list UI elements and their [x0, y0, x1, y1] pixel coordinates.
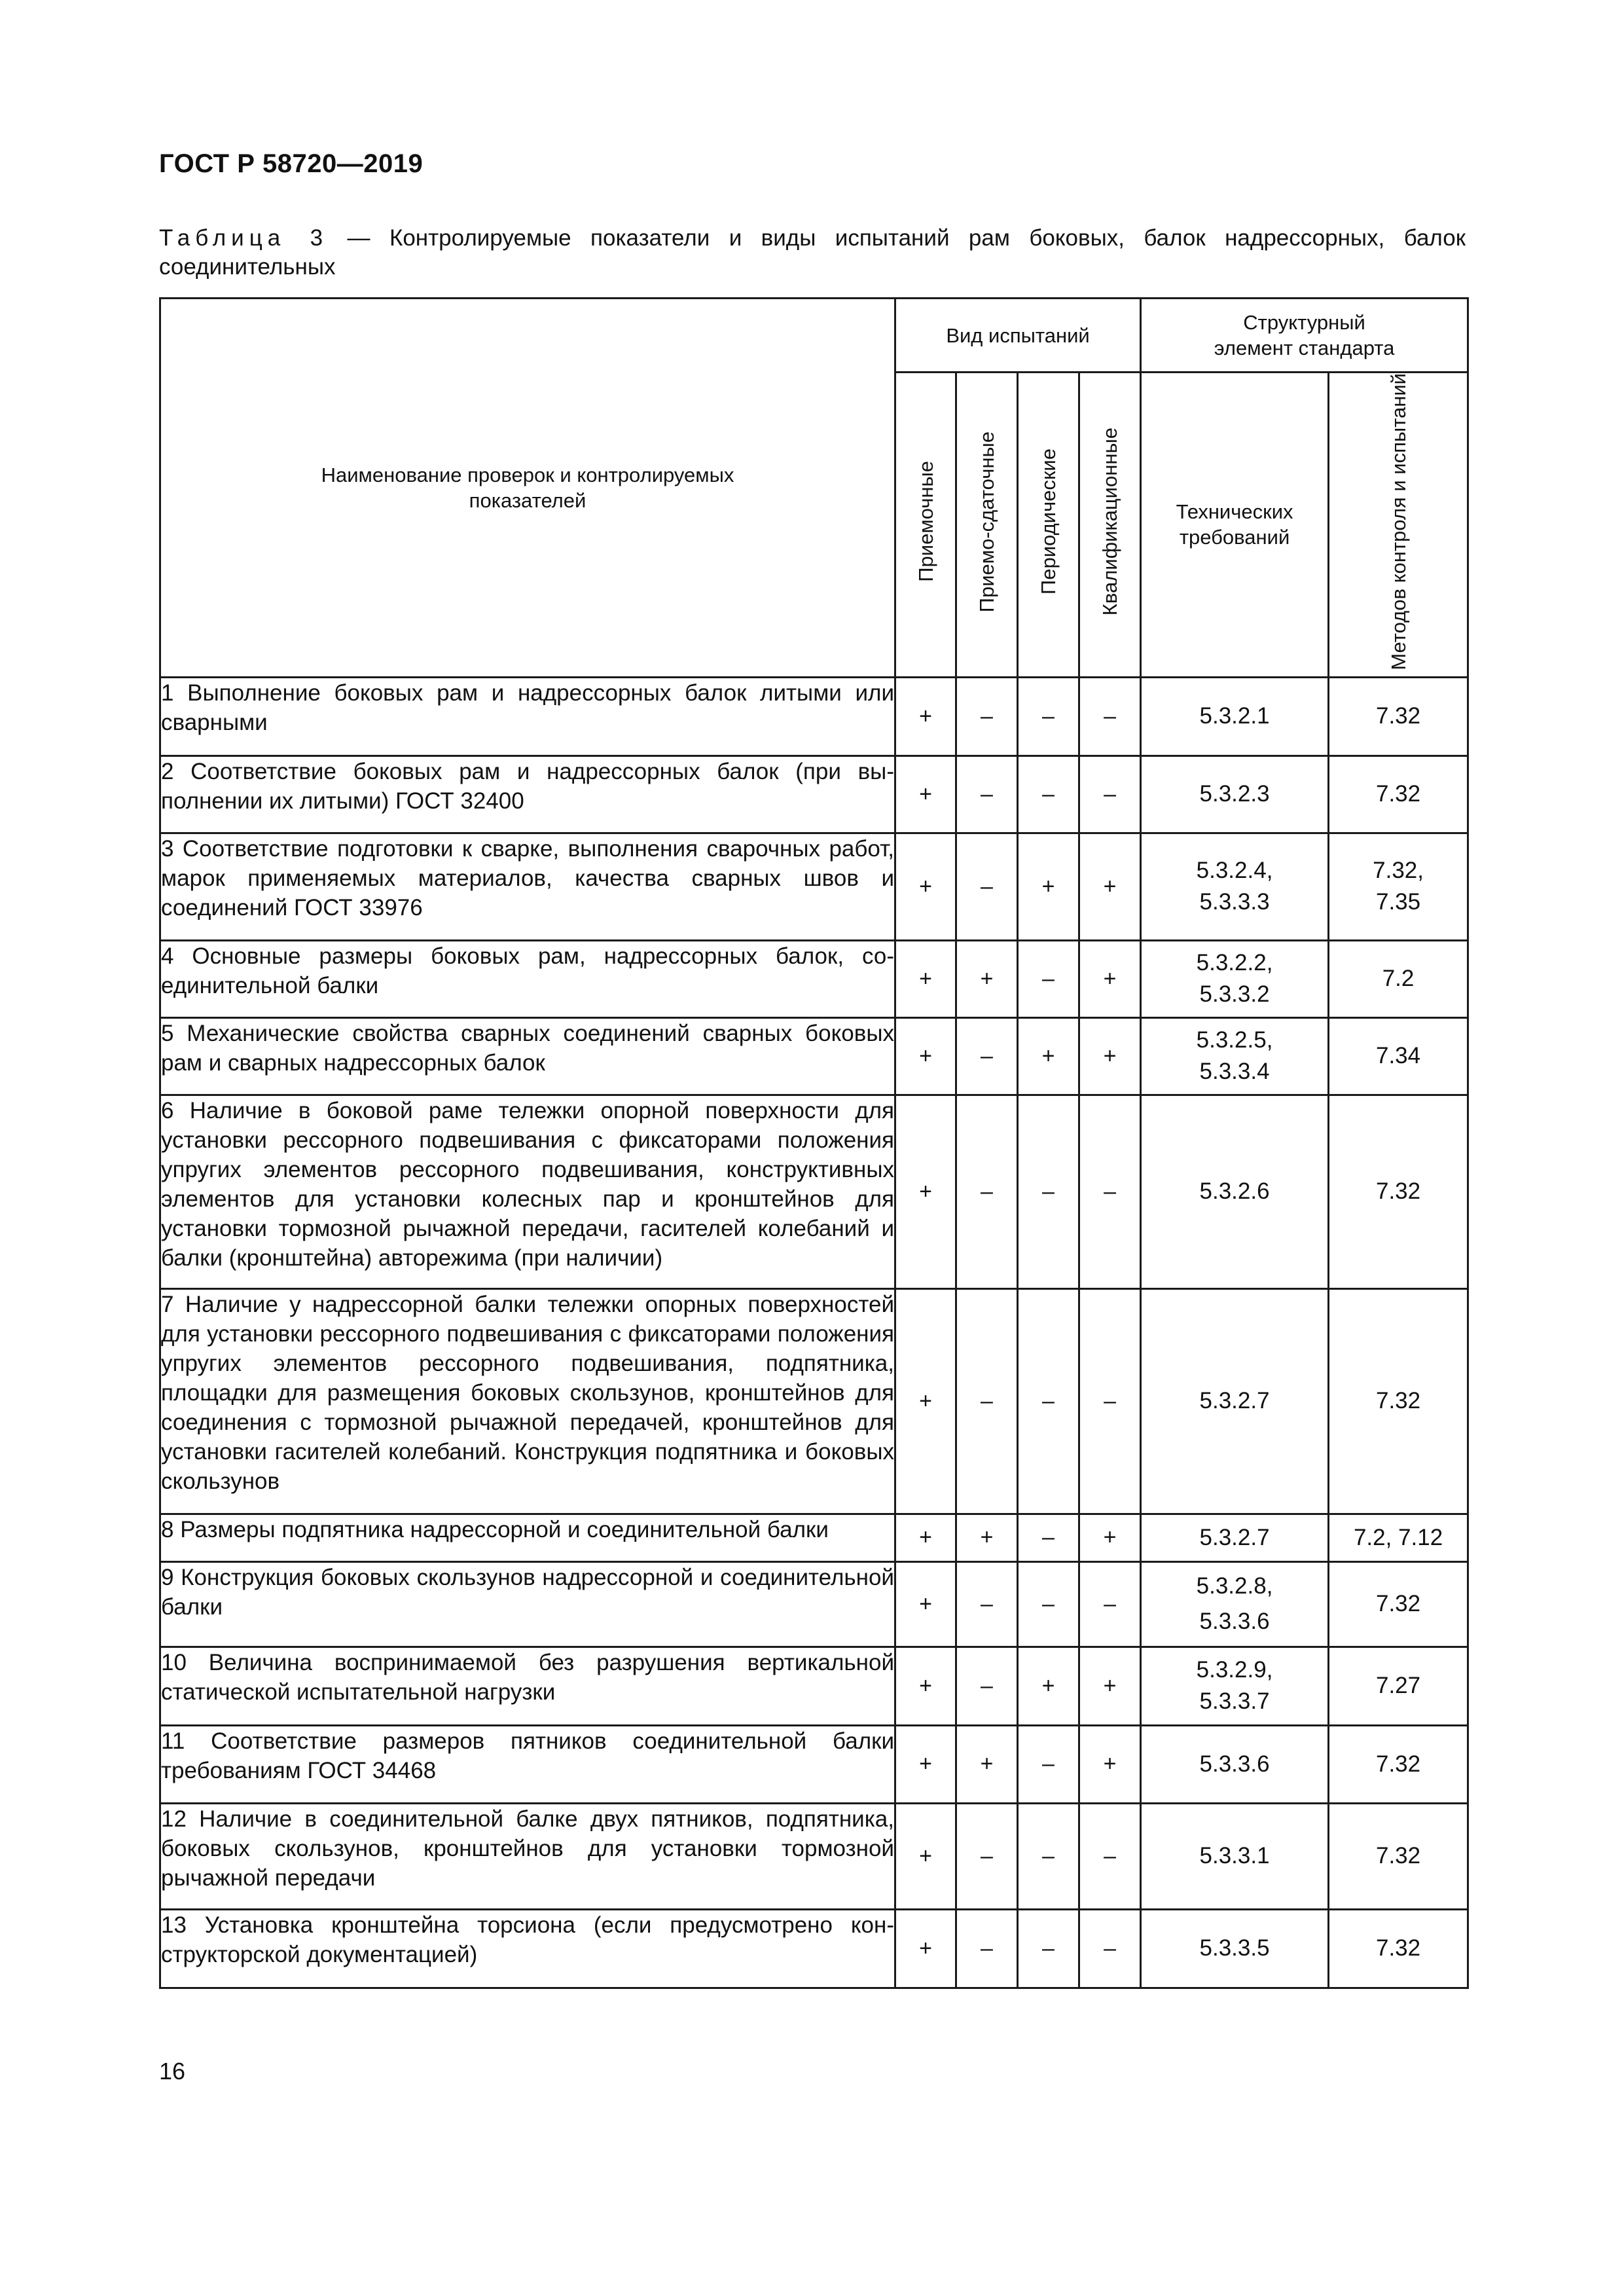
- mark-periodic: –: [1018, 940, 1079, 1017]
- mark-periodic: +: [1018, 1017, 1079, 1095]
- mark-acceptance: +: [895, 1514, 956, 1561]
- mark-qualification: +: [1079, 1725, 1141, 1803]
- mark-acceptance-delivery: –: [956, 1561, 1018, 1647]
- mark-acceptance-delivery: +: [956, 1725, 1018, 1803]
- mark-acceptance: +: [895, 1288, 956, 1514]
- table-row: [160, 1288, 1468, 1514]
- tech-req-ref: 5.3.2.9, 5.3.3.7: [1141, 1647, 1329, 1725]
- mark-acceptance: +: [895, 677, 956, 756]
- table-row: [160, 1803, 1468, 1909]
- tech-req-ref: 5.3.2.1: [1141, 677, 1329, 756]
- method-ref: 7.32: [1329, 1803, 1468, 1909]
- tech-req-ref: 5.3.2.5, 5.3.3.4: [1141, 1017, 1329, 1095]
- mark-qualification: +: [1079, 940, 1141, 1017]
- mark-periodic: –: [1018, 756, 1079, 833]
- row-name: 1 Выполнение боковых рам и надрессорных балок литыми или сварными: [160, 677, 895, 756]
- mark-acceptance: +: [895, 1095, 956, 1288]
- mark-periodic: –: [1018, 1725, 1079, 1803]
- mark-qualification: +: [1079, 1647, 1141, 1725]
- table-caption-text: — Контролируемые показатели и виды испытаний рам боковых, балок надрессорных, балок: [328, 225, 1466, 251]
- mark-acceptance: +: [895, 940, 956, 1017]
- method-ref: 7.32: [1329, 756, 1468, 833]
- tech-req-ref: 5.3.2.6: [1141, 1095, 1329, 1288]
- mark-qualification: –: [1079, 1288, 1141, 1514]
- tech-req-ref: 5.3.2.8, 5.3.3.6: [1141, 1561, 1329, 1647]
- tech-req-ref: 5.3.2.3: [1141, 756, 1329, 833]
- mark-acceptance-delivery: –: [956, 1803, 1018, 1909]
- tech-req-ref: 5.3.3.1: [1141, 1803, 1329, 1909]
- table-row: [160, 1725, 1468, 1803]
- mark-periodic: –: [1018, 1803, 1079, 1909]
- tech-req-ref: 5.3.2.7: [1141, 1288, 1329, 1514]
- mark-acceptance: +: [895, 833, 956, 940]
- table-row: [160, 833, 1468, 940]
- mark-acceptance: +: [895, 1017, 956, 1095]
- mark-qualification: –: [1079, 1909, 1141, 1988]
- method-ref: 7.32: [1329, 1288, 1468, 1514]
- tech-req-ref: 5.3.2.2, 5.3.3.2: [1141, 940, 1329, 1017]
- method-ref: 7.32: [1329, 1909, 1468, 1988]
- mark-acceptance-delivery: –: [956, 1095, 1018, 1288]
- row-name: 5 Механические свойства сварных соединений сварных боковых рам и сварных надрессорных балок: [160, 1017, 895, 1095]
- mark-qualification: –: [1079, 1095, 1141, 1288]
- table-row: [160, 1514, 1468, 1561]
- method-ref: 7.2, 7.12: [1329, 1514, 1468, 1561]
- method-ref: 7.27: [1329, 1647, 1468, 1725]
- header-structural-element: Структурный элемент стандарта: [1141, 299, 1468, 373]
- header-test-types: Вид испытаний: [895, 299, 1141, 373]
- mark-acceptance-delivery: –: [956, 1909, 1018, 1988]
- table-row: [160, 1095, 1468, 1288]
- table-row: [160, 1909, 1468, 1988]
- mark-periodic: +: [1018, 1647, 1079, 1725]
- table-caption: [159, 224, 1466, 282]
- mark-acceptance-delivery: +: [956, 940, 1018, 1017]
- mark-acceptance: +: [895, 756, 956, 833]
- row-name: 4 Основные размеры боковых рам, надрессорных балок, соединительной балки: [160, 940, 895, 1017]
- mark-acceptance: +: [895, 1561, 956, 1647]
- tech-req-ref: 5.3.3.6: [1141, 1725, 1329, 1803]
- method-ref: 7.32: [1329, 1725, 1468, 1803]
- mark-qualification: –: [1079, 1561, 1141, 1647]
- header-acceptance: Приемочные: [895, 373, 956, 678]
- row-name: 3 Соответствие подготовки к сварке, выполнения сварочных работ, марок применяемых материалов, качества сварных швов и соединений ГОСТ 33976: [160, 833, 895, 940]
- table-row: [160, 756, 1468, 833]
- row-name: 11 Соответствие размеров пятников соединительной балки требованиям ГОСТ 34468: [160, 1725, 895, 1803]
- method-ref: 7.32: [1329, 1561, 1468, 1647]
- table-row: [160, 1561, 1468, 1647]
- mark-acceptance: +: [895, 1909, 956, 1988]
- mark-acceptance-delivery: –: [956, 756, 1018, 833]
- header-periodic: Периодические: [1018, 373, 1079, 678]
- tech-req-ref: 5.3.2.7: [1141, 1514, 1329, 1561]
- row-name: 12 Наличие в соединительной балке двух пятников, подпятника, боковых скользунов, кронштейнов для установки тормозной рычажной передачи: [160, 1803, 895, 1909]
- mark-acceptance-delivery: –: [956, 1647, 1018, 1725]
- table-row: [160, 940, 1468, 1017]
- row-name: 13 Установка кронштейна торсиона (если предусмотрено конструкторской документацией): [160, 1909, 895, 1988]
- mark-qualification: +: [1079, 1514, 1141, 1561]
- table-row: [160, 677, 1468, 756]
- mark-periodic: –: [1018, 1288, 1079, 1514]
- table-caption-continuation: соединительных: [159, 254, 336, 280]
- mark-qualification: +: [1079, 833, 1141, 940]
- mark-acceptance-delivery: –: [956, 677, 1018, 756]
- tests-table: [159, 297, 1469, 1989]
- mark-qualification: –: [1079, 1803, 1141, 1909]
- mark-periodic: –: [1018, 1514, 1079, 1561]
- mark-periodic: +: [1018, 833, 1079, 940]
- mark-qualification: –: [1079, 677, 1141, 756]
- header-methods: Методов контроля и испытаний: [1329, 373, 1468, 678]
- mark-acceptance-delivery: –: [956, 833, 1018, 940]
- mark-acceptance: +: [895, 1647, 956, 1725]
- row-name: 7 Наличие у надрессорной балки тележки опорных поверхностей для установки рессорного подвешивания с фиксаторами положения упругих элементов рессорного подвешивания, подпятника, площадки для размещения боковых скользунов, кронштейнов для соединения с тормозной рычажной передачей, кронштейнов для установки гасителей колебаний. Конструкция подпятника и боковых скользунов: [160, 1288, 895, 1514]
- mark-acceptance: +: [895, 1803, 956, 1909]
- method-ref: 7.2: [1329, 940, 1468, 1017]
- mark-periodic: –: [1018, 1561, 1079, 1647]
- row-name: 6 Наличие в боковой раме тележки опорной поверхности для установки рессорного подвешивания с фиксаторами положения упругих элементов рессорного подвешивания, конструктивных элементов для установки колесных пар и кронштейнов для установки тормозной рычажной передачи, гасителей колебаний и балки (кронштейна) авторежима (при наличии): [160, 1095, 895, 1288]
- header-check-name: Наименование проверок и контролируемых показателей: [160, 299, 895, 678]
- row-name: 10 Величина воспринимаемой без разрушения вертикальной статической испытательной нагрузки: [160, 1647, 895, 1725]
- table-caption-label: Таблица 3: [159, 225, 329, 251]
- document-code: ГОСТ Р 58720—2019: [159, 149, 424, 178]
- header-tech-requirements: Технических требований: [1141, 373, 1329, 678]
- mark-periodic: –: [1018, 677, 1079, 756]
- mark-qualification: –: [1079, 756, 1141, 833]
- method-ref: 7.32: [1329, 1095, 1468, 1288]
- method-ref: 7.32, 7.35: [1329, 833, 1468, 940]
- row-name: 9 Конструкция боковых скользунов надрессорной и соединительной балки: [160, 1561, 895, 1647]
- tech-req-ref: 5.3.3.5: [1141, 1909, 1329, 1988]
- method-ref: 7.32: [1329, 677, 1468, 756]
- mark-acceptance: +: [895, 1725, 956, 1803]
- table-row: [160, 1017, 1468, 1095]
- page-number: 16: [159, 2058, 186, 2085]
- row-name: 8 Размеры подпятника надрессорной и соединительной балки: [160, 1514, 895, 1561]
- method-ref: 7.34: [1329, 1017, 1468, 1095]
- mark-acceptance-delivery: –: [956, 1017, 1018, 1095]
- header-qualification: Квалификационные: [1079, 373, 1141, 678]
- tech-req-ref: 5.3.2.4, 5.3.3.3: [1141, 833, 1329, 940]
- mark-periodic: –: [1018, 1909, 1079, 1988]
- mark-acceptance-delivery: +: [956, 1514, 1018, 1561]
- mark-acceptance-delivery: –: [956, 1288, 1018, 1514]
- mark-qualification: +: [1079, 1017, 1141, 1095]
- mark-periodic: –: [1018, 1095, 1079, 1288]
- table-row: [160, 1647, 1468, 1725]
- row-name: 2 Соответствие боковых рам и надрессорных балок (при выполнении их литыми) ГОСТ 32400: [160, 756, 895, 833]
- header-acceptance-delivery: Приемо-сдаточные: [956, 373, 1018, 678]
